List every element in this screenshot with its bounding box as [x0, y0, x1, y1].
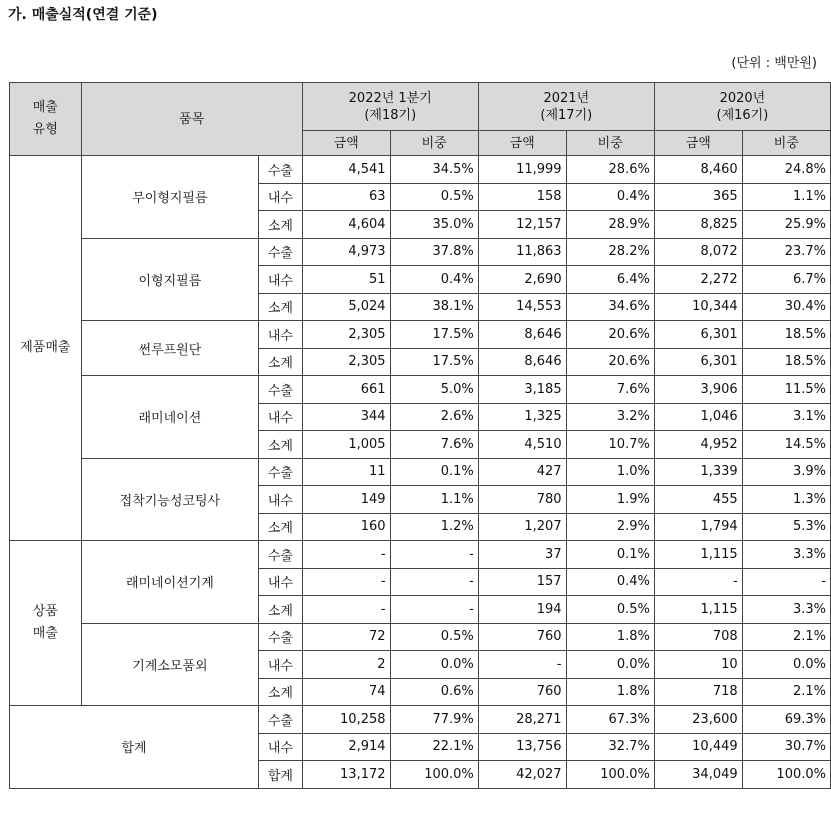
amount-cell: 3,906	[654, 376, 742, 404]
ratio-cell: 17.5%	[390, 348, 478, 376]
amount-cell: 1,115	[654, 596, 742, 624]
header-ratio: 비중	[390, 131, 478, 156]
header-ratio: 비중	[566, 131, 654, 156]
amount-cell: 72	[302, 623, 390, 651]
ratio-cell: 1.2%	[390, 513, 478, 541]
amount-cell: 10,449	[654, 733, 742, 761]
row-kind-cell: 수출	[259, 706, 303, 734]
row-kind-cell: 소계	[259, 348, 303, 376]
ratio-cell: 28.2%	[566, 238, 654, 266]
sales-type-cell: 제품매출	[10, 156, 82, 541]
ratio-cell: 0.5%	[566, 596, 654, 624]
amount-cell: 10	[654, 651, 742, 679]
ratio-cell: 2.1%	[742, 678, 830, 706]
total-label-cell: 합계	[10, 706, 259, 789]
row-kind-cell: 소계	[259, 211, 303, 239]
amount-cell: 718	[654, 678, 742, 706]
amount-cell: 760	[478, 623, 566, 651]
ratio-cell: 23.7%	[742, 238, 830, 266]
ratio-cell: 0.1%	[390, 458, 478, 486]
amount-cell: 11,999	[478, 156, 566, 184]
ratio-cell: 11.5%	[742, 376, 830, 404]
ratio-cell: 100.0%	[566, 761, 654, 789]
amount-cell: 37	[478, 541, 566, 569]
amount-cell: 10,344	[654, 293, 742, 321]
unit-label: (단위 : 백만원)	[731, 56, 817, 71]
table-row	[10, 238, 831, 266]
amount-cell: 10,258	[302, 706, 390, 734]
period-year: 2022년 1분기	[348, 90, 432, 106]
section-title: 가. 매출실적(연결 기준)	[8, 7, 158, 23]
ratio-cell: -	[390, 596, 478, 624]
ratio-cell: 0.4%	[566, 183, 654, 211]
ratio-cell: -	[742, 568, 830, 596]
period-term: (제17기)	[540, 107, 593, 123]
amount-cell: 2,305	[302, 348, 390, 376]
ratio-cell: 0.6%	[390, 678, 478, 706]
ratio-cell: 1.0%	[566, 458, 654, 486]
row-kind-cell: 수출	[259, 238, 303, 266]
row-kind-cell: 내수	[259, 403, 303, 431]
amount-cell: 760	[478, 678, 566, 706]
amount-cell: 13,172	[302, 761, 390, 789]
ratio-cell: 6.7%	[742, 266, 830, 294]
row-kind-cell: 소계	[259, 596, 303, 624]
amount-cell: 11	[302, 458, 390, 486]
ratio-cell: 10.7%	[566, 431, 654, 459]
table-row	[10, 458, 831, 486]
ratio-cell: 7.6%	[566, 376, 654, 404]
amount-cell: 4,604	[302, 211, 390, 239]
amount-cell: 708	[654, 623, 742, 651]
row-kind-cell: 수출	[259, 623, 303, 651]
ratio-cell: 30.4%	[742, 293, 830, 321]
ratio-cell: 30.7%	[742, 733, 830, 761]
ratio-cell: 2.6%	[390, 403, 478, 431]
ratio-cell: 20.6%	[566, 348, 654, 376]
ratio-cell: 1.9%	[566, 486, 654, 514]
ratio-cell: 24.8%	[742, 156, 830, 184]
ratio-cell: 3.1%	[742, 403, 830, 431]
row-kind-cell: 수출	[259, 458, 303, 486]
amount-cell: 74	[302, 678, 390, 706]
row-kind-cell: 소계	[259, 678, 303, 706]
ratio-cell: 5.3%	[742, 513, 830, 541]
amount-cell: -	[478, 651, 566, 679]
ratio-cell: 1.1%	[742, 183, 830, 211]
amount-cell: 8,825	[654, 211, 742, 239]
amount-cell: 8,646	[478, 321, 566, 349]
table-row	[10, 376, 831, 404]
amount-cell: 1,339	[654, 458, 742, 486]
amount-cell: 3,185	[478, 376, 566, 404]
ratio-cell: 18.5%	[742, 321, 830, 349]
header-ratio: 비중	[742, 131, 830, 156]
table-row	[10, 321, 831, 349]
amount-cell: 4,973	[302, 238, 390, 266]
amount-cell: 34,049	[654, 761, 742, 789]
ratio-cell: 5.0%	[390, 376, 478, 404]
ratio-cell: 3.2%	[566, 403, 654, 431]
ratio-cell: 3.9%	[742, 458, 830, 486]
period-term: (제16기)	[716, 107, 769, 123]
ratio-cell: 0.4%	[390, 266, 478, 294]
table-row	[10, 541, 831, 569]
period-term: (제18기)	[364, 107, 417, 123]
amount-cell: -	[302, 541, 390, 569]
ratio-cell: 18.5%	[742, 348, 830, 376]
amount-cell: 23,600	[654, 706, 742, 734]
ratio-cell: 2.9%	[566, 513, 654, 541]
amount-cell: 42,027	[478, 761, 566, 789]
header-amount: 금액	[302, 131, 390, 156]
amount-cell: 28,271	[478, 706, 566, 734]
ratio-cell: 69.3%	[742, 706, 830, 734]
ratio-cell: 35.0%	[390, 211, 478, 239]
amount-cell: 427	[478, 458, 566, 486]
amount-cell: 4,541	[302, 156, 390, 184]
table-row	[10, 156, 831, 184]
ratio-cell: 28.6%	[566, 156, 654, 184]
amount-cell: 6,301	[654, 321, 742, 349]
header-amount: 금액	[654, 131, 742, 156]
sales-table	[9, 82, 831, 789]
amount-cell: 8,072	[654, 238, 742, 266]
ratio-cell: 7.6%	[390, 431, 478, 459]
amount-cell: 455	[654, 486, 742, 514]
sales-type-cell: 상품 매출	[10, 541, 82, 706]
row-kind-cell: 내수	[259, 651, 303, 679]
amount-cell: 1,115	[654, 541, 742, 569]
ratio-cell: 17.5%	[390, 321, 478, 349]
row-kind-cell: 내수	[259, 568, 303, 596]
row-kind-cell: 소계	[259, 513, 303, 541]
ratio-cell: 1.8%	[566, 623, 654, 651]
item-name-cell: 래미네이션기계	[81, 541, 258, 624]
ratio-cell: 0.1%	[566, 541, 654, 569]
total-row	[10, 706, 831, 734]
header-period-2022q1	[302, 83, 478, 131]
row-kind-cell: 내수	[259, 183, 303, 211]
amount-cell: 2,690	[478, 266, 566, 294]
amount-cell: 5,024	[302, 293, 390, 321]
amount-cell: 51	[302, 266, 390, 294]
ratio-cell: 2.1%	[742, 623, 830, 651]
row-kind-cell: 수출	[259, 376, 303, 404]
ratio-cell: 1.1%	[390, 486, 478, 514]
ratio-cell: 22.1%	[390, 733, 478, 761]
amount-cell: 8,646	[478, 348, 566, 376]
amount-cell: 63	[302, 183, 390, 211]
amount-cell: 149	[302, 486, 390, 514]
ratio-cell: 1.8%	[566, 678, 654, 706]
row-kind-cell: 소계	[259, 431, 303, 459]
ratio-cell: 6.4%	[566, 266, 654, 294]
ratio-cell: 1.3%	[742, 486, 830, 514]
amount-cell: 8,460	[654, 156, 742, 184]
amount-cell: 344	[302, 403, 390, 431]
amount-cell: 157	[478, 568, 566, 596]
period-year: 2021년	[543, 90, 590, 106]
amount-cell: 1,207	[478, 513, 566, 541]
ratio-cell: 100.0%	[390, 761, 478, 789]
ratio-cell: 34.6%	[566, 293, 654, 321]
amount-cell: 2,272	[654, 266, 742, 294]
ratio-cell: 0.0%	[390, 651, 478, 679]
ratio-cell: 37.8%	[390, 238, 478, 266]
amount-cell: 1,794	[654, 513, 742, 541]
ratio-cell: 100.0%	[742, 761, 830, 789]
amount-cell: 12,157	[478, 211, 566, 239]
amount-cell: 2	[302, 651, 390, 679]
ratio-cell: 34.5%	[390, 156, 478, 184]
ratio-cell: 3.3%	[742, 596, 830, 624]
amount-cell: 2,914	[302, 733, 390, 761]
amount-cell: 661	[302, 376, 390, 404]
amount-cell: 194	[478, 596, 566, 624]
ratio-cell: -	[390, 568, 478, 596]
header-period-2021	[478, 83, 654, 131]
item-name-cell: 이형지필름	[81, 238, 258, 321]
header-sales-type: 매출 유형	[10, 83, 82, 156]
amount-cell: 160	[302, 513, 390, 541]
item-name-cell: 래미네이션	[81, 376, 258, 459]
amount-cell: 780	[478, 486, 566, 514]
ratio-cell: -	[390, 541, 478, 569]
row-kind-cell: 소계	[259, 293, 303, 321]
amount-cell: -	[654, 568, 742, 596]
row-kind-cell: 합계	[259, 761, 303, 789]
amount-cell: 14,553	[478, 293, 566, 321]
row-kind-cell: 내수	[259, 321, 303, 349]
ratio-cell: 0.0%	[742, 651, 830, 679]
ratio-cell: 67.3%	[566, 706, 654, 734]
row-kind-cell: 수출	[259, 156, 303, 184]
amount-cell: 6,301	[654, 348, 742, 376]
ratio-cell: 0.5%	[390, 623, 478, 651]
ratio-cell: 20.6%	[566, 321, 654, 349]
item-name-cell: 접착기능성코팅사	[81, 458, 258, 541]
row-kind-cell: 내수	[259, 733, 303, 761]
ratio-cell: 25.9%	[742, 211, 830, 239]
amount-cell: 4,952	[654, 431, 742, 459]
amount-cell: 11,863	[478, 238, 566, 266]
amount-cell: 2,305	[302, 321, 390, 349]
item-name-cell: 기계소모품외	[81, 623, 258, 706]
table-row	[10, 623, 831, 651]
amount-cell: 365	[654, 183, 742, 211]
amount-cell: -	[302, 596, 390, 624]
amount-cell: 1,005	[302, 431, 390, 459]
ratio-cell: 3.3%	[742, 541, 830, 569]
ratio-cell: 28.9%	[566, 211, 654, 239]
header-item: 품목	[81, 83, 302, 156]
header-amount: 금액	[478, 131, 566, 156]
row-kind-cell: 수출	[259, 541, 303, 569]
amount-cell: 1,046	[654, 403, 742, 431]
ratio-cell: 14.5%	[742, 431, 830, 459]
period-year: 2020년	[719, 90, 766, 106]
ratio-cell: 77.9%	[390, 706, 478, 734]
row-kind-cell: 내수	[259, 486, 303, 514]
amount-cell: -	[302, 568, 390, 596]
table-body	[10, 156, 831, 789]
amount-cell: 4,510	[478, 431, 566, 459]
item-name-cell: 썬루프원단	[81, 321, 258, 376]
amount-cell: 13,756	[478, 733, 566, 761]
ratio-cell: 38.1%	[390, 293, 478, 321]
header-period-2020	[654, 83, 830, 131]
ratio-cell: 0.4%	[566, 568, 654, 596]
amount-cell: 158	[478, 183, 566, 211]
ratio-cell: 0.0%	[566, 651, 654, 679]
item-name-cell: 무이형지필름	[81, 156, 258, 239]
ratio-cell: 32.7%	[566, 733, 654, 761]
amount-cell: 1,325	[478, 403, 566, 431]
row-kind-cell: 내수	[259, 266, 303, 294]
ratio-cell: 0.5%	[390, 183, 478, 211]
